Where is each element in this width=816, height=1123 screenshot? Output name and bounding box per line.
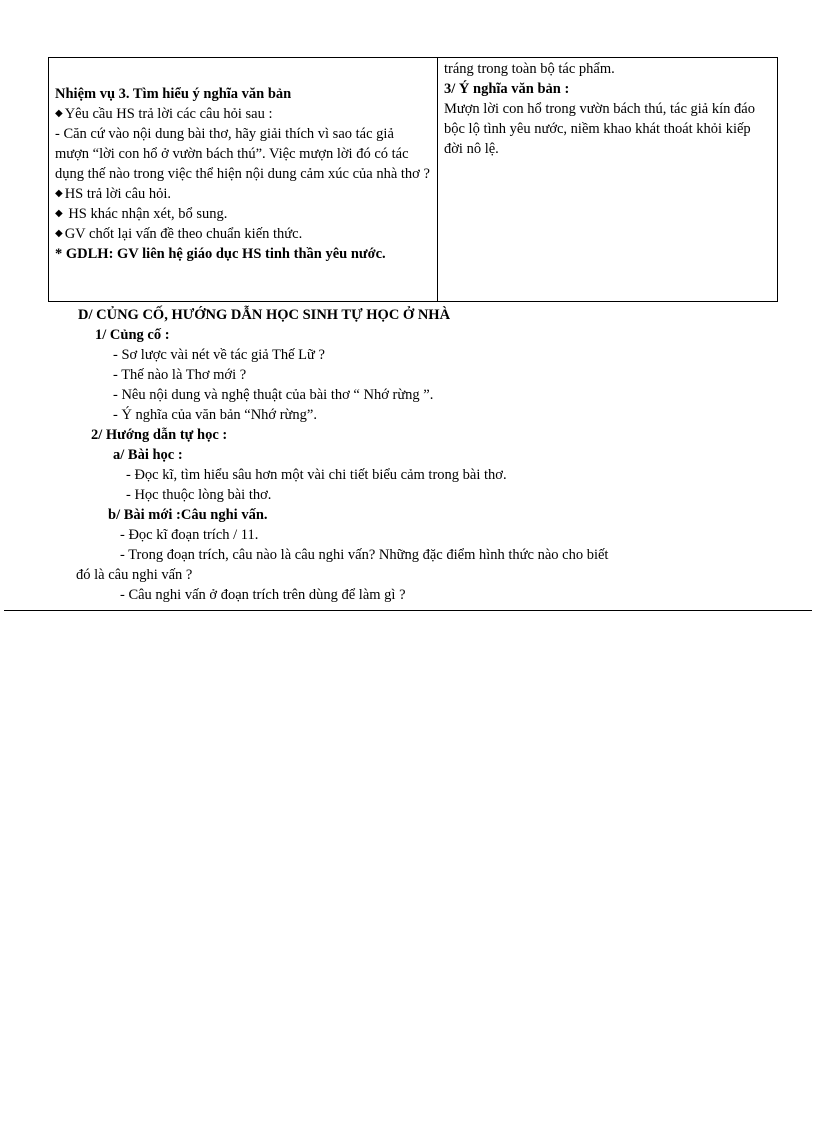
content-continuation: tráng trong toàn bộ tác phẩm. <box>444 61 615 77</box>
baimoi-item-continuation: đó là câu nghi vấn ? <box>76 567 193 583</box>
gdlh-note: * GDLH: GV liên hệ giáo dục HS tinh thần yêu nước. <box>55 246 386 262</box>
task-line-text: HS trả lời câu hỏi. <box>64 186 172 202</box>
cungco-title: 1/ Củng cố : <box>95 327 170 343</box>
content-title: 3/ Ý nghĩa văn bản : <box>444 81 570 97</box>
cungco-item: - Thế nào là Thơ mới ? <box>113 367 247 383</box>
baimoi-heading <box>0 505 816 525</box>
baihoc-item: - Đọc kĩ, tìm hiểu sâu hơn một vài chi tiết biểu cảm trong bài thơ. <box>126 467 507 483</box>
diamond-bullet-icon: ◆ <box>55 108 63 119</box>
baimoi-label: b/ Bài mới : <box>108 507 181 523</box>
diamond-bullet-icon: ◆ <box>55 188 63 199</box>
section-d-title: D/ CỦNG CỐ, HƯỚNG DẪN HỌC SINH TỰ HỌC Ở NHÀ <box>78 307 451 323</box>
page-divider <box>4 610 812 611</box>
task-line-text: GV chốt lại vấn đề theo chuẩn kiến thức. <box>64 226 303 242</box>
task-line-text: Yêu cầu HS trả lời các câu hỏi sau : <box>64 106 273 122</box>
cungco-item: - Ý nghĩa của văn bản “Nhớ rừng”. <box>113 407 317 423</box>
teacher-activity-cell <box>49 58 438 301</box>
activity-table <box>48 57 778 302</box>
baimoi-item: - Trong đoạn trích, câu nào là câu nghi vấn? Những đặc điểm hình thức nào cho biết <box>120 547 609 563</box>
task-line <box>55 124 431 184</box>
baihoc-item: - Học thuộc lòng bài thơ. <box>126 487 272 503</box>
cungco-item: - Sơ lược vài nét về tác giả Thế Lữ ? <box>113 347 325 363</box>
task-line-text: - Căn cứ vào nội dung bài thơ, hãy giải thích vì sao tác giả mượn “lời con hổ ở vườn bách thú”. Việc mượn lời đó có tác dụng thế nào trong việc thể hiện nội dung cảm xúc của nhà thơ ? <box>55 126 430 182</box>
huongdan-title: 2/ Hướng dẫn tự học : <box>91 427 228 443</box>
baimoi-item: - Câu nghi vấn ở đoạn trích trên dùng để làm gì ? <box>120 587 406 603</box>
task-line <box>55 184 431 204</box>
task-line <box>55 204 431 224</box>
baimoi-topic: Câu nghi vấn. <box>180 507 268 523</box>
task-line <box>55 224 431 244</box>
task-line <box>55 104 431 124</box>
content-cell <box>438 58 777 301</box>
baimoi-item: - Đọc kĩ đoạn trích / 11. <box>120 527 259 543</box>
diamond-bullet-icon: ◆ <box>55 228 63 239</box>
diamond-bullet-icon: ◆ <box>55 208 63 219</box>
content-body: Mượn lời con hổ trong vườn bách thú, tác giả kín đáo bộc lộ tình yêu nước, niềm khao khát thoát khỏi kiếp đời nô lệ. <box>444 101 755 157</box>
task-line-text: HS khác nhận xét, bổ sung. <box>64 206 228 222</box>
baihoc-title: a/ Bài học : <box>113 447 183 463</box>
task-title: Nhiệm vụ 3. Tìm hiểu ý nghĩa văn bản <box>55 86 292 102</box>
cungco-item: - Nêu nội dung và nghệ thuật của bài thơ “ Nhớ rừng ”. <box>113 387 434 403</box>
